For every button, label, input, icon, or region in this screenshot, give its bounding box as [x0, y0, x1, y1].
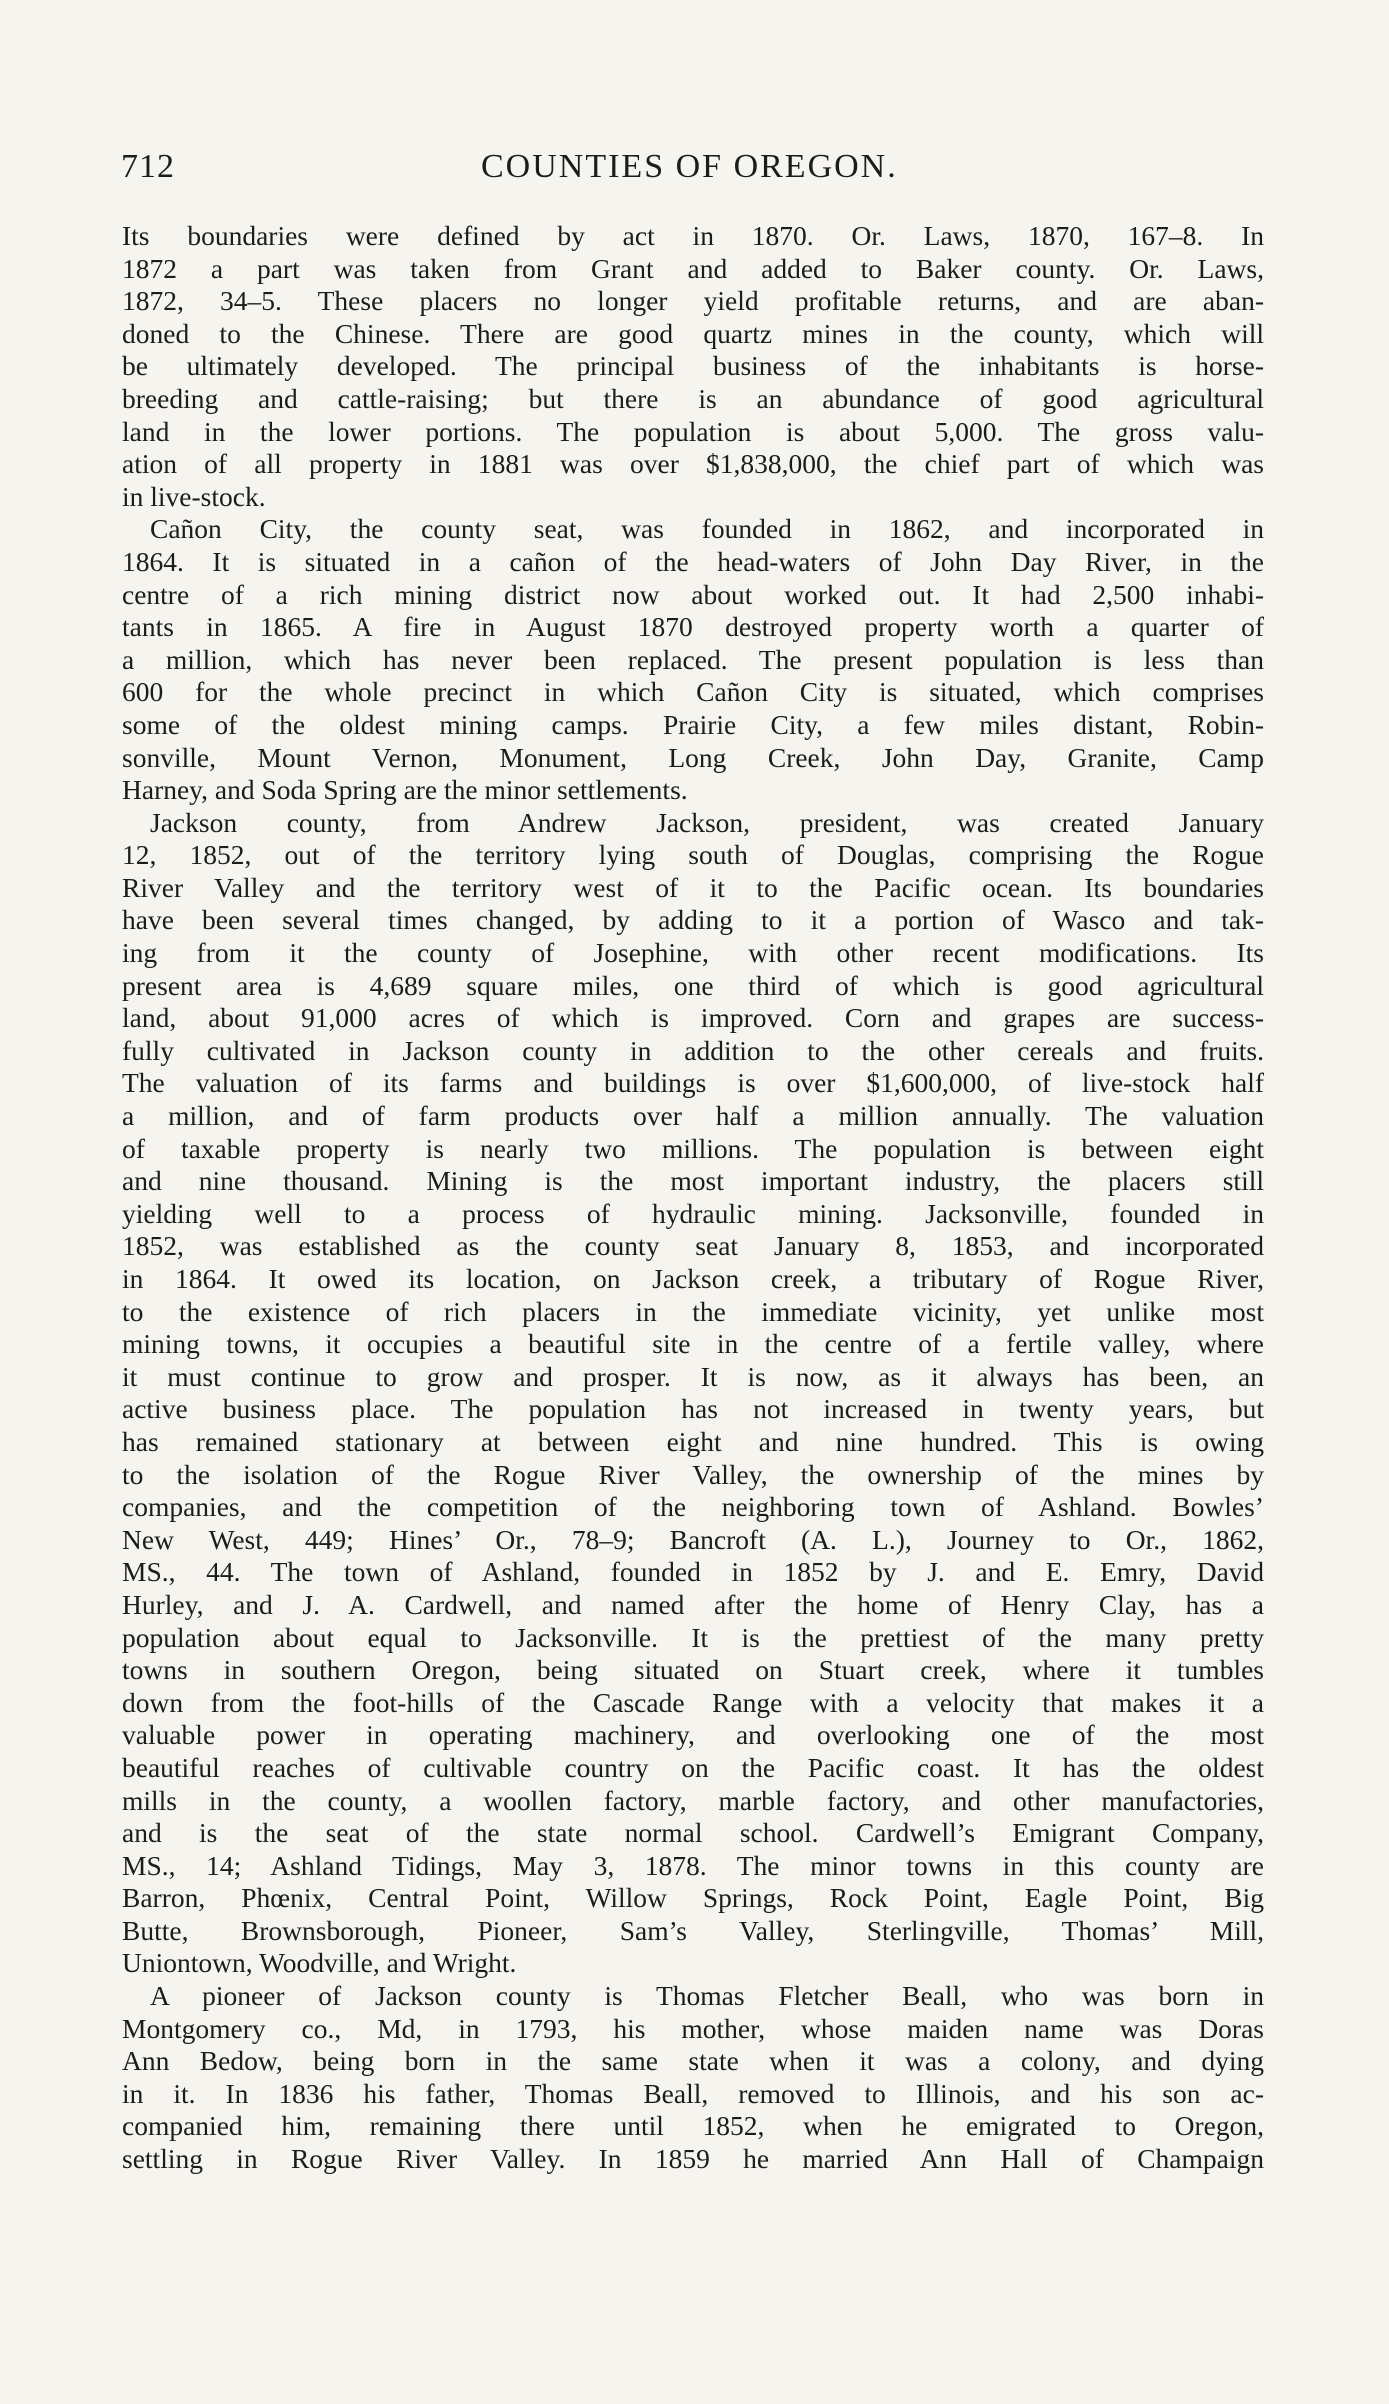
text-line: The valuation of its farms and buildings is over $1,600,000, of live-stock half [122, 1067, 1264, 1099]
text-line: doned to the Chinese. There are good quartz mines in the county, which will [122, 317, 1264, 349]
text-line: settling in Rogue River Valley. In 1859 he married Ann Hall of Champaign [122, 2143, 1264, 2175]
running-title: COUNTIES OF OREGON. [481, 148, 898, 185]
text-line: in 1864. It owed its location, on Jackson creek, a tributary of Rogue River, [122, 1263, 1264, 1294]
text-line: Butte, Brownsborough, Pioneer, Sam’s Valley, Sterlingville, Thomas’ Mill, [122, 1914, 1264, 1946]
body-text [122, 220, 1264, 2176]
text-line: sonville, Mount Vernon, Monument, Long Creek, John Day, Granite, Camp [122, 741, 1264, 773]
text-line: in it. In 1836 his father, Thomas Beall, removed to Illinois, and his son ac- [122, 2077, 1264, 2109]
text-line: and is the seat of the state normal school. Cardwell’s Emigrant Company, [122, 1817, 1264, 1849]
text-line: Barron, Phœnix, Central Point, Willow Springs, Rock Point, Eagle Point, Big [122, 1882, 1264, 1914]
text-line: 1872 a part was taken from Grant and added to Baker county. Or. Laws, [122, 252, 1264, 284]
text-line: land in the lower portions. The population is about 5,000. The gross valu- [122, 415, 1264, 447]
text-line: it must continue to grow and prosper. It is now, as it always has been, an [122, 1360, 1264, 1392]
text-line: land, about 91,000 acres of which is improved. Corn and grapes are success- [122, 1002, 1264, 1034]
text-line: Jackson county, from Andrew Jackson, president, was created January [150, 806, 1264, 838]
text-line: Its boundaries were defined by act in 1870. Or. Laws, 1870, 167–8. In [122, 220, 1264, 251]
text-line: 1852, was established as the county seat January 8, 1853, and incorporated [122, 1230, 1264, 1262]
text-line: 600 for the whole precinct in which Cañon City is situated, which comprises [122, 676, 1264, 708]
text-line: beautiful reaches of cultivable country on the Pacific coast. It has the oldest [122, 1751, 1264, 1783]
text-line: Uniontown, Woodville, and Wright. [122, 1947, 517, 1979]
running-head [121, 148, 1261, 196]
text-line: to the existence of rich placers in the immediate vicinity, yet unlike most [122, 1295, 1264, 1327]
text-line: present area is 4,689 square miles, one third of which is good agricultural [122, 969, 1264, 1001]
text-line: Harney, and Soda Spring are the minor settlements. [122, 774, 688, 806]
text-line: MS., 14; Ashland Tidings, May 3, 1878. The minor towns in this county are [122, 1849, 1264, 1881]
text-line: valuable power in operating machinery, and overlooking one of the most [122, 1719, 1264, 1751]
text-line: active business place. The population has not increased in twenty years, but [122, 1393, 1264, 1425]
text-line: population about equal to Jacksonville. It is the prettiest of the many pretty [122, 1621, 1264, 1653]
text-line: centre of a rich mining district now about worked out. It had 2,500 inhabi- [122, 578, 1264, 610]
text-line: to the isolation of the Rogue River Valley, the ownership of the mines by [122, 1458, 1264, 1490]
text-line: a million, which has never been replaced. The present population is less than [122, 643, 1264, 675]
page-number: 712 [121, 148, 175, 185]
text-line: has remained stationary at between eight and nine hundred. This is owing [122, 1425, 1264, 1457]
text-line: and nine thousand. Mining is the most important industry, the placers still [122, 1165, 1264, 1197]
text-line: be ultimately developed. The principal business of the inhabitants is horse- [122, 350, 1264, 382]
text-line: fully cultivated in Jackson county in addition to the other cereals and fruits. [122, 1034, 1264, 1066]
text-line: 1872, 34–5. These placers no longer yield profitable returns, and are aban- [122, 285, 1264, 317]
text-line: ing from it the county of Josephine, with other recent modifications. Its [122, 937, 1264, 969]
text-line: MS., 44. The town of Ashland, founded in 1852 by J. and E. Emry, David [122, 1556, 1264, 1588]
text-line: towns in southern Oregon, being situated on Stuart creek, where it tumbles [122, 1654, 1264, 1686]
text-line: a million, and of farm products over half a million annually. The valuation [122, 1100, 1264, 1132]
text-line: New West, 449; Hines’ Or., 78–9; Bancroft (A. L.), Journey to Or., 1862, [122, 1523, 1264, 1555]
text-line: Hurley, and J. A. Cardwell, and named after the home of Henry Clay, has a [122, 1588, 1264, 1620]
text-line: yielding well to a process of hydraulic mining. Jacksonville, founded in [122, 1197, 1264, 1229]
text-line: down from the foot-hills of the Cascade Range with a velocity that makes it a [122, 1686, 1264, 1718]
text-line: A pioneer of Jackson county is Thomas Fletcher Beall, who was born in [150, 1980, 1264, 2012]
text-line: some of the oldest mining camps. Prairie City, a few miles distant, Robin- [122, 708, 1264, 740]
text-line: have been several times changed, by adding to it a portion of Wasco and tak- [122, 904, 1264, 936]
text-line: River Valley and the territory west of it to the Pacific ocean. Its boundaries [122, 871, 1264, 903]
text-line: ation of all property in 1881 was over $1,838,000, the chief part of which was [122, 448, 1264, 480]
text-line: Montgomery co., Md, in 1793, his mother, whose maiden name was Doras [122, 2012, 1264, 2044]
text-line: 12, 1852, out of the territory lying south of Douglas, comprising the Rogue [122, 839, 1264, 871]
text-line: Ann Bedow, being born in the same state when it was a colony, and dying [122, 2045, 1264, 2077]
text-line: companied him, remaining there until 1852, when he emigrated to Oregon, [122, 2110, 1264, 2142]
text-line: tants in 1865. A fire in August 1870 destroyed property worth a quarter of [122, 611, 1264, 643]
text-line: of taxable property is nearly two millions. The population is between eight [122, 1132, 1264, 1164]
text-line: in live-stock. [122, 480, 266, 512]
text-line: breeding and cattle-raising; but there is an abundance of good agricultural [122, 382, 1264, 414]
text-line: companies, and the competition of the neighboring town of Ashland. Bowles’ [122, 1491, 1264, 1523]
text-line: mills in the county, a woollen factory, marble factory, and other manufactories, [122, 1784, 1264, 1816]
text-line: Cañon City, the county seat, was founded in 1862, and incorporated in [150, 513, 1264, 545]
text-line: 1864. It is situated in a cañon of the head-waters of John Day River, in the [122, 545, 1264, 577]
text-line: mining towns, it occupies a beautiful site in the centre of a fertile valley, where [122, 1328, 1264, 1360]
